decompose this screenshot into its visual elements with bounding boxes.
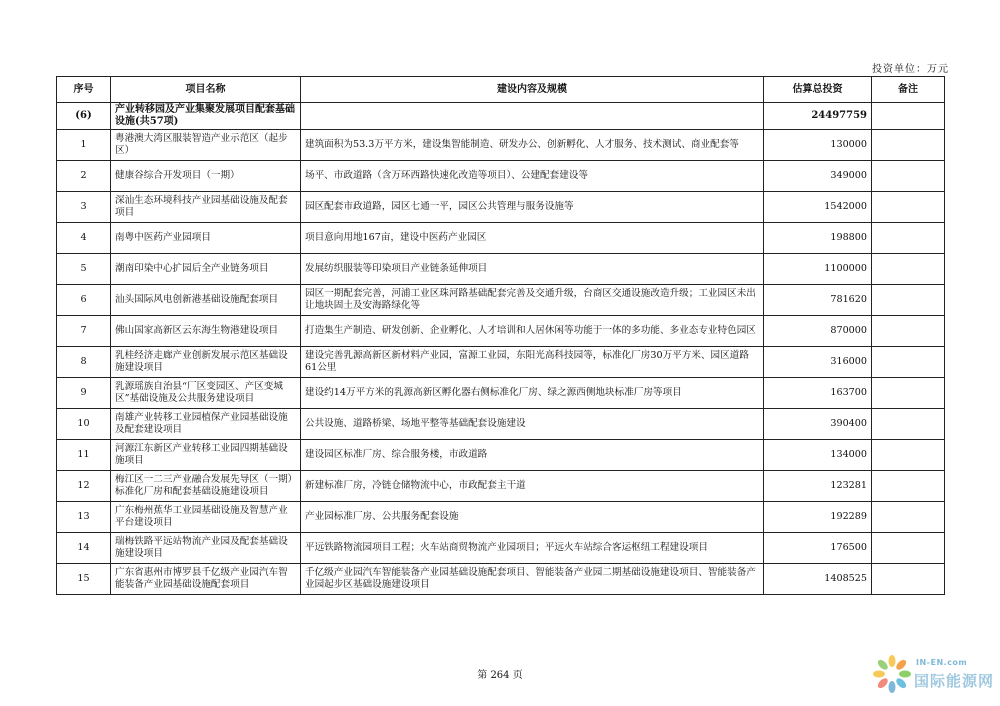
row-no: 6: [57, 285, 111, 316]
page-number: 第 264 页: [477, 670, 523, 681]
row-name: 佛山国家高新区云东海生物港建设项目: [111, 316, 301, 347]
row-no: 1: [57, 130, 111, 161]
project-table: [56, 76, 945, 595]
row-content: 园区一期配套完善，河浦工业区珠河路基础配套完善及交通升级，台商区交通设施改造升级；工业园区未出让地块固土及安海路绿化等: [301, 285, 764, 316]
row-no: 13: [57, 502, 111, 533]
row-name: 深汕生态环境科技产业园基础设施及配套项目: [111, 192, 301, 223]
row-content: 公共设施、道路桥梁、场地平整等基础配套设施建设: [301, 409, 764, 440]
row-content: 建设园区标准厂房、综合服务楼，市政道路: [301, 440, 764, 471]
row-no: 15: [57, 564, 111, 595]
watermark-en: IN-EN.com: [916, 658, 968, 667]
row-note: [872, 161, 945, 192]
row-name: 南雄产业转移工业园植保产业园基础设施及配套建设项目: [111, 409, 301, 440]
row-no: 5: [57, 254, 111, 285]
row-name: 瑞梅铁路平远站物流产业园及配套基础设施建设项目: [111, 533, 301, 564]
table-row: [57, 316, 945, 347]
table-row: [57, 564, 945, 595]
row-name: 健康谷综合开发项目（一期）: [111, 161, 301, 192]
row-no: 14: [57, 533, 111, 564]
table-row: [57, 347, 945, 378]
row-note: [872, 285, 945, 316]
row-no: 8: [57, 347, 111, 378]
row-content: 打造集生产制造、研发创新、企业孵化、人才培训和人居休闲等功能于一体的多功能、多业态专业特色园区: [301, 316, 764, 347]
sun-flower-icon: [872, 654, 912, 694]
row-name: 梅江区一二三产业融合发展先导区（一期）标准化厂房和配套基础设施建设项目: [111, 471, 301, 502]
row-no: 4: [57, 223, 111, 254]
row-note: [872, 440, 945, 471]
row-invest: 123281: [764, 471, 872, 502]
header-content: 建设内容及规模: [301, 77, 764, 103]
section-content: [301, 103, 764, 130]
row-note: [872, 471, 945, 502]
header-name: 项目名称: [111, 77, 301, 103]
row-content: 建设约14万平方米的乳源高新区孵化器右侧标准化厂房、绿之源西侧地块标准厂房等项目: [301, 378, 764, 409]
row-no: 12: [57, 471, 111, 502]
row-name: 汕头国际风电创新港基础设施配套项目: [111, 285, 301, 316]
row-note: [872, 378, 945, 409]
row-note: [872, 564, 945, 595]
header-note: 备注: [872, 77, 945, 103]
row-no: 10: [57, 409, 111, 440]
table-row: [57, 378, 945, 409]
table-row: [57, 533, 945, 564]
table-row: [57, 285, 945, 316]
row-name: 乳源瑶族自治县“厂区变园区、产区变城区”基础设施及公共服务建设项目: [111, 378, 301, 409]
row-note: [872, 316, 945, 347]
row-invest: 1408525: [764, 564, 872, 595]
row-note: [872, 192, 945, 223]
row-note: [872, 502, 945, 533]
row-invest: 198800: [764, 223, 872, 254]
section-note: [872, 103, 945, 130]
watermark-cn: 国际能源网: [914, 672, 995, 690]
row-name: 河源江东新区产业转移工业园四期基础设施项目: [111, 440, 301, 471]
section-invest: 24497759: [764, 103, 872, 130]
row-note: [872, 347, 945, 378]
row-name: 南粤中医药产业园项目: [111, 223, 301, 254]
table-row: [57, 254, 945, 285]
section-name: 产业转移园及产业集聚发展项目配套基础设施(共57项): [111, 103, 301, 130]
row-note: [872, 130, 945, 161]
table-row: [57, 192, 945, 223]
row-note: [872, 223, 945, 254]
row-invest: 192289: [764, 502, 872, 533]
row-no: 9: [57, 378, 111, 409]
row-name: 广东梅州蕉华工业园基础设施及智慧产业平台建设项目: [111, 502, 301, 533]
row-invest: 134000: [764, 440, 872, 471]
row-note: [872, 254, 945, 285]
section-no: (6): [57, 103, 111, 130]
row-content: 新建标准厂房，冷链仓储物流中心，市政配套主干道: [301, 471, 764, 502]
table-row: [57, 130, 945, 161]
row-note: [872, 533, 945, 564]
header-invest: 估算总投资: [764, 77, 872, 103]
investment-unit-label: 投资单位：万元: [872, 64, 949, 75]
row-name: 乳桂经济走廊产业创新发展示范区基础设施建设项目: [111, 347, 301, 378]
row-content: 园区配套市政道路，园区七通一平，园区公共管理与服务设施等: [301, 192, 764, 223]
row-invest: 349000: [764, 161, 872, 192]
row-invest: 781620: [764, 285, 872, 316]
row-invest: 390400: [764, 409, 872, 440]
row-invest: 316000: [764, 347, 872, 378]
row-name: 潮南印染中心扩园后全产业链务项目: [111, 254, 301, 285]
row-content: 发展纺织服装等印染项目产业链条延伸项目: [301, 254, 764, 285]
row-no: 2: [57, 161, 111, 192]
row-no: 3: [57, 192, 111, 223]
section-row: [57, 103, 945, 130]
row-note: [872, 409, 945, 440]
table-row: [57, 471, 945, 502]
row-content: 千亿级产业园汽车智能装备产业园基础设施配套项目、智能装备产业园二期基础设施建设项目、智能装备产业园起步区基础设施建设项目: [301, 564, 764, 595]
row-content: 建筑面积为53.3万平方米，建设集智能制造、研发办公、创新孵化、人才服务、技术测试、商业配套等: [301, 130, 764, 161]
row-content: 场平、市政道路（含万环西路快速化改造等项目）、公建配套建设等: [301, 161, 764, 192]
row-invest: 176500: [764, 533, 872, 564]
row-invest: 1542000: [764, 192, 872, 223]
row-content: 建设完善乳源高新区新材料产业园，富源工业园，东阳光高科技园等，标准化厂房30万平方米、园区道路61公里: [301, 347, 764, 378]
row-name: 粤港澳大湾区服装智造产业示范区（起步区）: [111, 130, 301, 161]
row-invest: 163700: [764, 378, 872, 409]
row-name: 广东省惠州市博罗县千亿级产业园汽车智能装备产业园基础设施配套项目: [111, 564, 301, 595]
row-content: 平远铁路物流园项目工程；火车站商贸物流产业园项目；平远火车站综合客运枢纽工程建设项目: [301, 533, 764, 564]
row-no: 7: [57, 316, 111, 347]
row-no: 11: [57, 440, 111, 471]
row-invest: 130000: [764, 130, 872, 161]
watermark-logo: [872, 652, 1000, 706]
row-content: 产业园标准厂房、公共服务配套设施: [301, 502, 764, 533]
row-invest: 870000: [764, 316, 872, 347]
table-row: [57, 223, 945, 254]
table-row: [57, 440, 945, 471]
row-invest: 1100000: [764, 254, 872, 285]
row-content: 项目意向用地167亩，建设中医药产业园区: [301, 223, 764, 254]
table-row: [57, 502, 945, 533]
table-row: [57, 409, 945, 440]
table-row: [57, 161, 945, 192]
header-no: 序号: [57, 77, 111, 103]
table-header-row: [57, 77, 945, 103]
